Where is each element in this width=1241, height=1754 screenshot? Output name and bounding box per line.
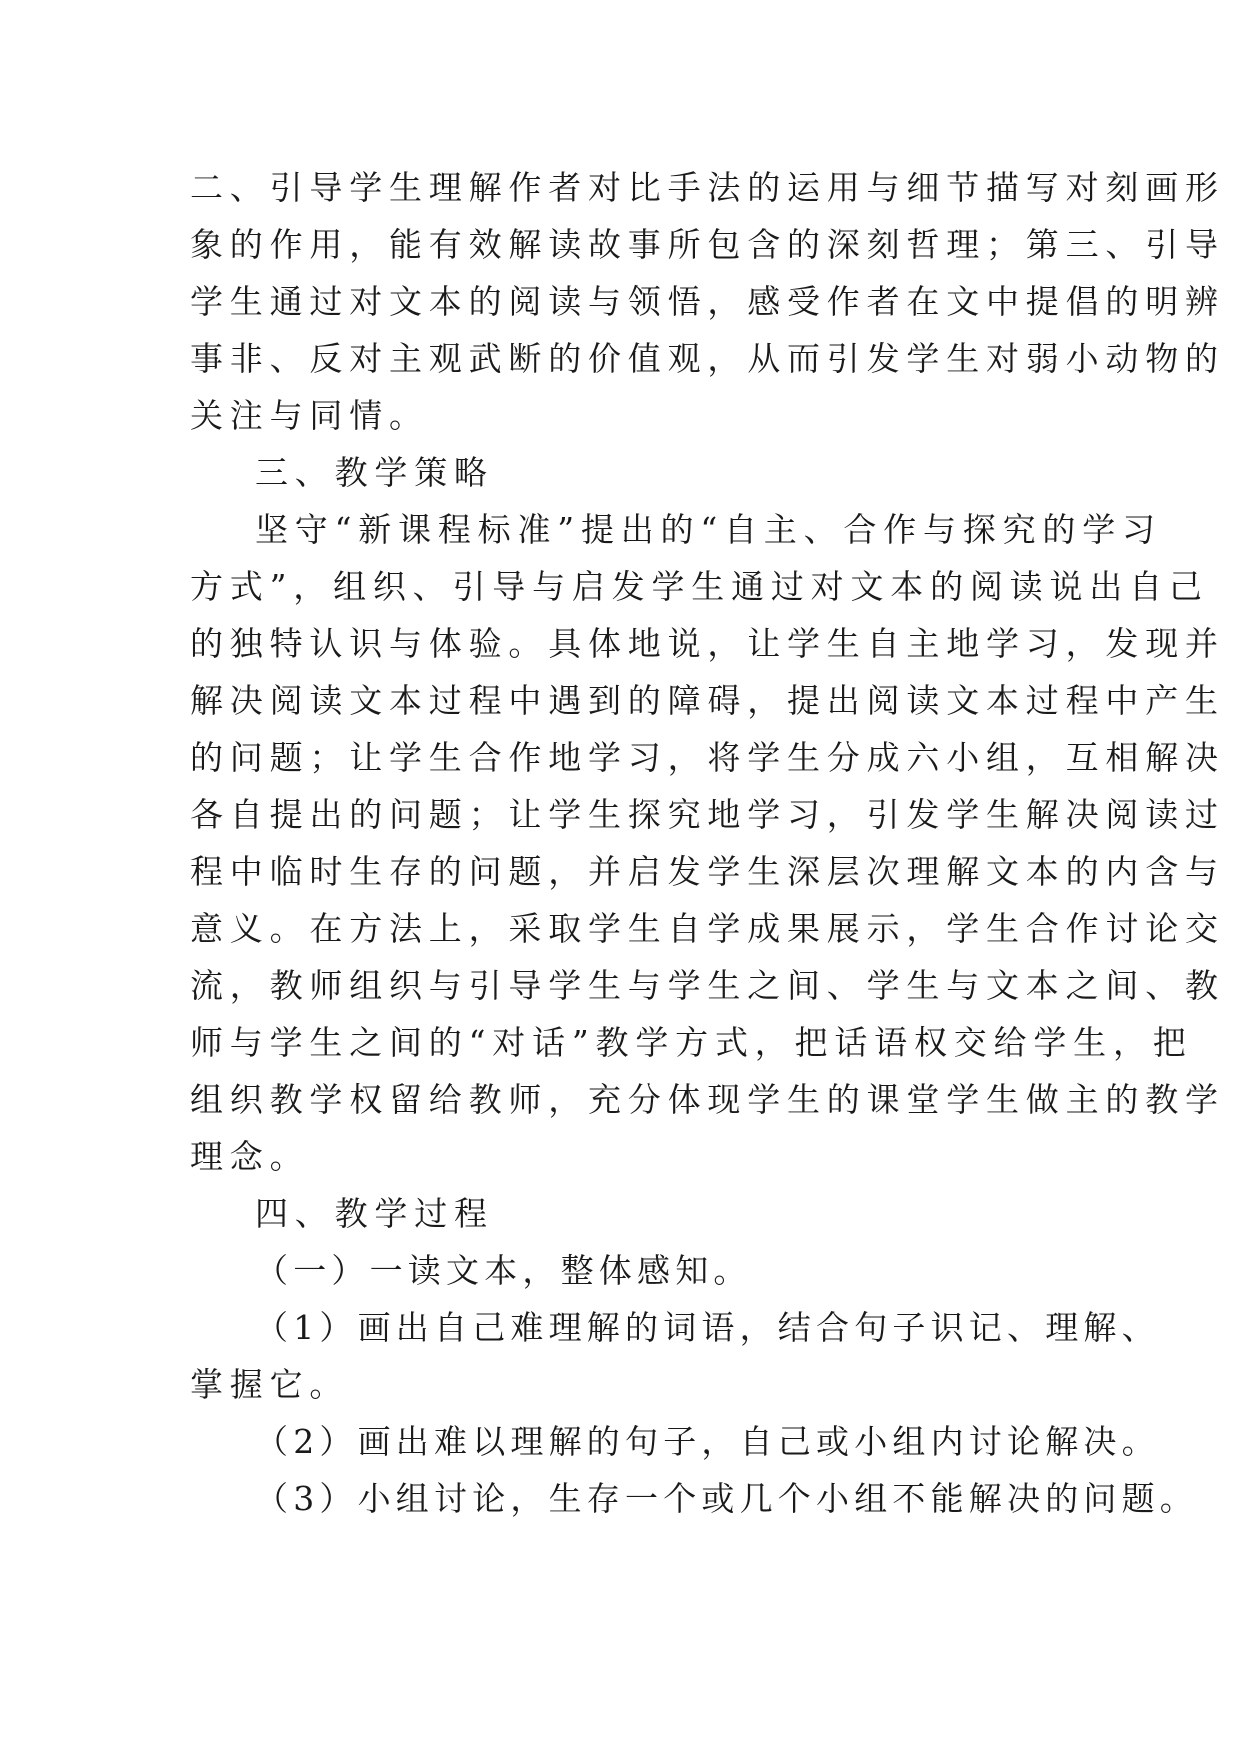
- text-line: 各自提出的问题；让学生探究地学习，引发学生解决阅读过: [190, 795, 1225, 834]
- text-line: 解决阅读文本过程中遇到的障碍，提出阅读文本过程中产生: [190, 681, 1225, 720]
- list-item: （1）画出自己难理解的词语，结合句子识记、理解、: [255, 1308, 1160, 1347]
- text-line: 方式”，组织、引导与启发学生通过对文本的阅读说出自己: [190, 567, 1209, 606]
- text-line: 掌握它。: [190, 1365, 350, 1404]
- text-line: 师与学生之间的“对话”教学方式，把话语权交给学生，把: [190, 1023, 1193, 1062]
- text-line: 坚守“新课程标准”提出的“自主、合作与探究的学习: [255, 510, 1162, 549]
- text-line: 理念。: [190, 1137, 310, 1176]
- text-line: 的独特认识与体验。具体地说，让学生自主地学习，发现并: [190, 624, 1225, 663]
- text-line: 意义。在方法上，采取学生自学成果展示，学生合作讨论交: [190, 909, 1225, 948]
- text-line: 程中临时生存的问题，并启发学生深层次理解文本的内含与: [190, 852, 1225, 891]
- text-line: 流，教师组织与引导学生与学生之间、学生与文本之间、教: [190, 966, 1225, 1005]
- text-line: 事非、反对主观武断的价值观，从而引发学生对弱小动物的: [190, 339, 1225, 378]
- text-line: 学生通过对文本的阅读与领悟，感受作者在文中提倡的明辨: [190, 282, 1225, 321]
- text-line: 组织教学权留给教师，充分体现学生的课堂学生做主的教学: [190, 1080, 1225, 1119]
- text-line: 的问题；让学生合作地学习，将学生分成六小组，互相解决: [190, 738, 1225, 777]
- section-heading: 四、教学过程: [255, 1194, 494, 1233]
- text-line: 象的作用，能有效解读故事所包含的深刻哲理；第三、引导: [190, 225, 1225, 264]
- list-item: （3）小组讨论，生存一个或几个小组不能解决的问题。: [255, 1479, 1198, 1518]
- section-heading: 三、教学策略: [255, 453, 494, 492]
- list-item: （2）画出难以理解的句子，自己或小组内讨论解决。: [255, 1422, 1160, 1461]
- text-line: 关注与同情。: [190, 396, 429, 435]
- text-line: 二、引导学生理解作者对比手法的运用与细节描写对刻画形: [190, 168, 1225, 207]
- subsection-heading: （一）一读文本，整体感知。: [255, 1251, 752, 1290]
